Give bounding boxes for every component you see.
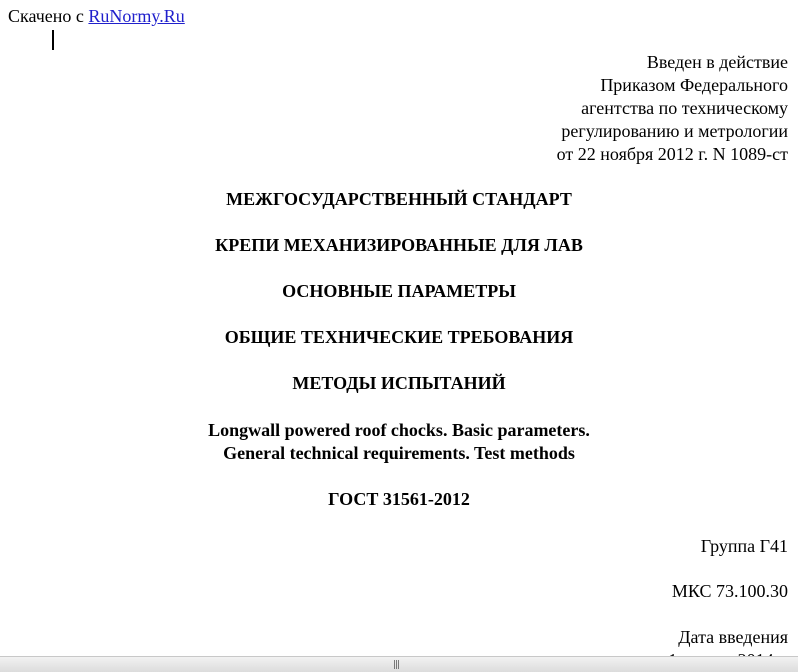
decree-line-5: от 22 ноября 2012 г. N 1089-ст [556,144,788,164]
decree-line-1: Введен в действие [646,52,788,72]
group-code: Группа Г41 [700,536,788,556]
gost-number: ГОСТ 31561-2012 [328,489,470,509]
section-requirements: ОБЩИЕ ТЕХНИЧЕСКИЕ ТРЕБОВАНИЯ [224,327,574,347]
scroll-grip-icon[interactable]: ||| [393,660,400,670]
runormy-link[interactable]: RuNormy.Ru [88,6,185,26]
english-title-line-2: General technical requirements. Test methods [223,443,575,463]
document-title: КРЕПИ МЕХАНИЗИРОВАННЫЕ ДЛЯ ЛАВ [215,235,583,255]
section-params: ОСНОВНЫЕ ПАРАМЕТРЫ [282,281,516,301]
standard-heading: МЕЖГОСУДАРСТВЕННЫЙ СТАНДАРТ [226,189,572,209]
text-cursor [52,30,54,50]
mks-code: МКС 73.100.30 [671,581,788,601]
decree-line-2: Приказом Федерального [600,75,788,95]
decree-line-4: регулированию и метрологии [561,121,788,141]
download-source-prefix: Скачено с [8,6,89,26]
download-source-line [8,5,185,27]
intro-date-label: Дата введения [678,627,788,647]
english-title-line-1: Longwall powered roof chocks. Basic parameters. [208,420,590,440]
horizontal-scrollbar[interactable] [0,656,798,672]
decree-line-3: агентства по техническому [581,98,788,118]
section-methods: МЕТОДЫ ИСПЫТАНИЙ [292,373,506,393]
